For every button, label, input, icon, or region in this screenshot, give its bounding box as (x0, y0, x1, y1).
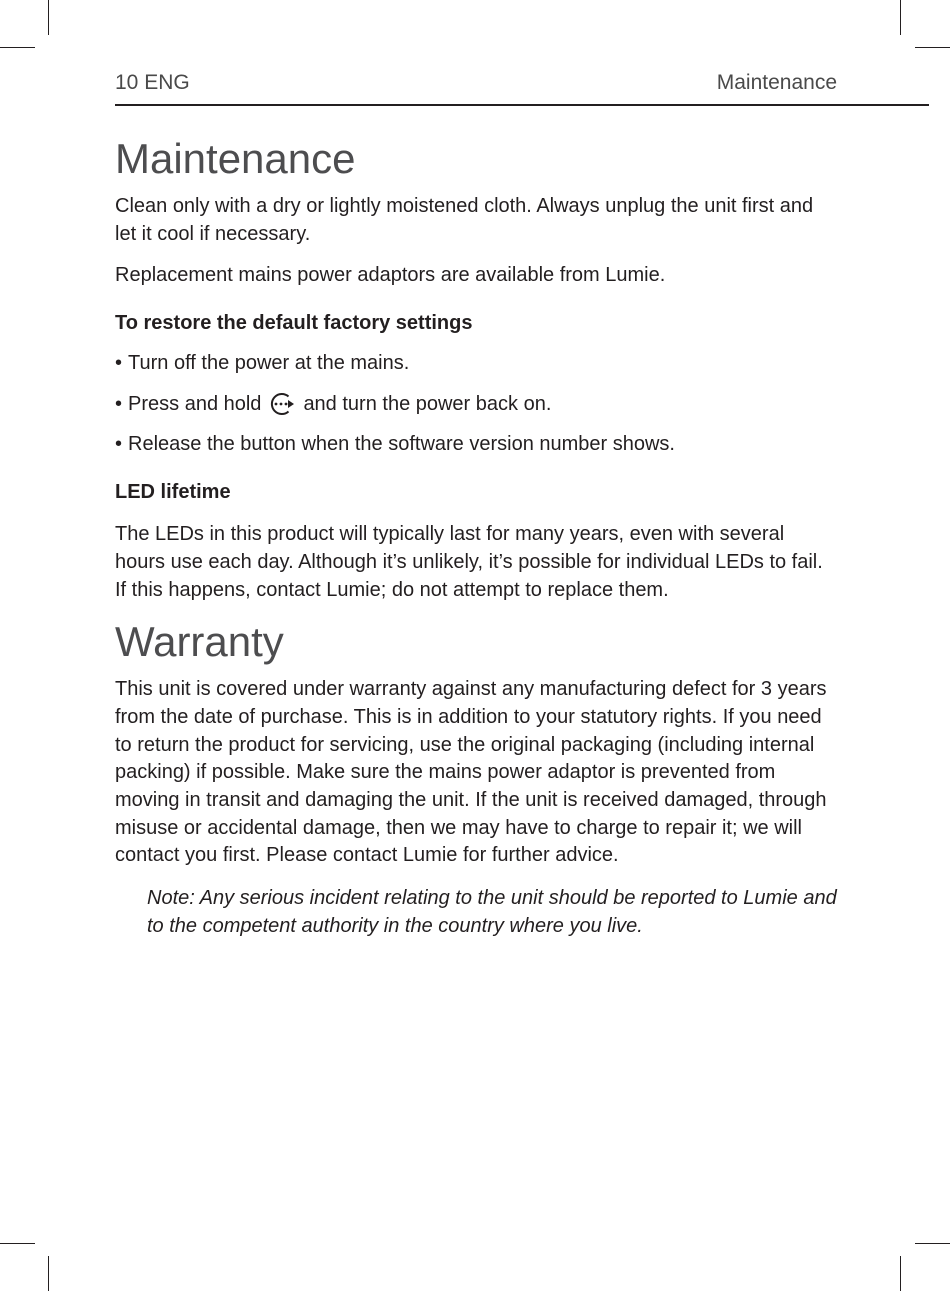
warranty-title: Warranty (115, 618, 284, 666)
header-rule (115, 104, 929, 106)
page-content (115, 135, 837, 940)
page-header (115, 70, 837, 96)
bullet-item-1 (115, 350, 837, 377)
warranty-note: Note: Any serious incident relating to the unit should be reported to Lumie and to the competent authority in the country where you live. (147, 887, 837, 938)
restore-heading: To restore the default factory settings (115, 312, 473, 335)
crop-mark-bottom-right-h (915, 1243, 950, 1244)
maintenance-paragraph-1: Clean only with a dry or lightly moistened cloth. Always unplug the unit first and let it cool if necessary. (115, 195, 814, 245)
crop-mark-bottom-left-h (0, 1243, 35, 1244)
led-lifetime-paragraph: The LEDs in this product will typically last for many years, even with several hours use each day. Although it’s unlikely, it’s possible for individual LEDs to fail. If this happens, contact Lumie; do not attempt to replace them. (115, 523, 823, 601)
crop-mark-top-right-v (900, 0, 901, 35)
section-name: Maintenance (716, 71, 837, 94)
bullet-text: Press and hold (128, 392, 262, 415)
crop-mark-top-left-v (48, 0, 49, 35)
maintenance-paragraph-2: Replacement mains power adaptors are available from Lumie. (115, 264, 666, 287)
crop-mark-top-right-h (915, 47, 950, 48)
menu-cycle-button-icon (267, 390, 297, 418)
bullet-dot: • (115, 352, 123, 375)
crop-mark-top-left-h (0, 47, 35, 48)
maintenance-title: Maintenance (115, 135, 356, 182)
warranty-paragraph: This unit is covered under warranty against any manufacturing defect for 3 years from the date of purchase. This is in addition to your statutory rights. If you need to return the product for servicing, use the original packaging (including internal packing) if possible. Make sure the mains power adaptor is prevented from moving in transit and damaging the unit. If the unit is received damaged, through misuse or accidental damage, then we may have to charge to repair it; we will contact you first. Please contact Lumie for further advice. (115, 678, 827, 867)
bullet-text: Turn off the power at the mains. (128, 352, 410, 375)
bullet-text: Release the button when the software version number shows. (128, 433, 675, 456)
bullet-item-2 (115, 390, 837, 418)
bullet-item-3 (115, 431, 837, 458)
page-number: 10 ENG (115, 71, 190, 94)
crop-mark-bottom-right-v (900, 1256, 901, 1291)
crop-mark-bottom-left-v (48, 1256, 49, 1291)
led-lifetime-heading: LED lifetime (115, 481, 231, 504)
bullet-dot: • (115, 392, 123, 415)
bullet-dot: • (115, 433, 123, 456)
bullet-text: and turn the power back on. (303, 392, 552, 415)
